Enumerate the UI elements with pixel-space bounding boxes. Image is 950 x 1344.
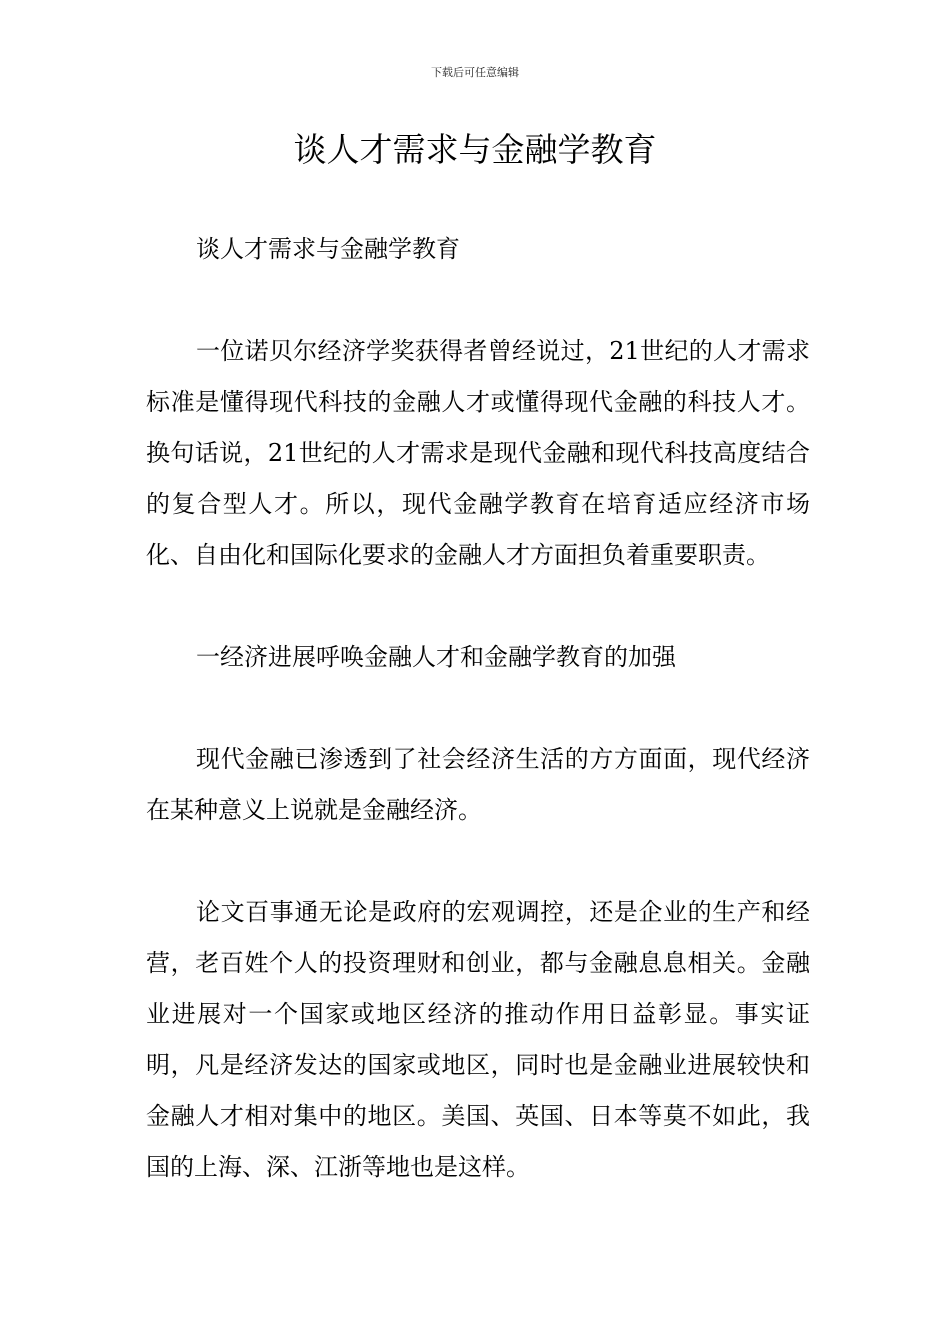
paragraph-gap [146, 581, 810, 632]
paragraph-intro: 一位诺贝尔经济学奖获得者曾经说过，21世纪的人才需求标准是懂得现代科技的金融人才或懂得现代金融的科技人才。换句话说，21世纪的人才需求是现代金融和现代科技高度结合的复合型人才。所以，现代金融学教育在培育适应经济市场化、自由化和国际化要求的金融人才方面担负着重要职责。 [146, 337, 810, 569]
header-note: 下载后可任意编辑 [431, 66, 519, 79]
document-title: 谈人才需求与金融学教育 [293, 130, 657, 169]
section-heading: 一经济进展呼唤金融人才和金融学教育的加强 [196, 643, 676, 671]
paragraph-gap [146, 275, 810, 326]
paragraph-gap [146, 836, 810, 887]
paragraph-subtitle: 谈人才需求与金融学教育 [196, 235, 460, 263]
document-body [146, 224, 810, 1193]
paragraph-gap [146, 683, 810, 734]
paragraph-development: 论文百事通无论是政府的宏观调控，还是企业的生产和经营，老百姓个人的投资理财和创业，都与金融息息相关。金融业进展对一个国家或地区经济的推动作用日益彰显。事实证明，凡是经济发达的国家或地区，同时也是金融业进展较快和金融人才相对集中的地区。美国、英国、日本等莫不如此，我国的上海、深、江浙等地也是这样。 [146, 898, 810, 1181]
paragraph-modern-finance: 现代金融已渗透到了社会经济生活的方方面面，现代经济在某种意义上说就是金融经济。 [146, 745, 810, 824]
